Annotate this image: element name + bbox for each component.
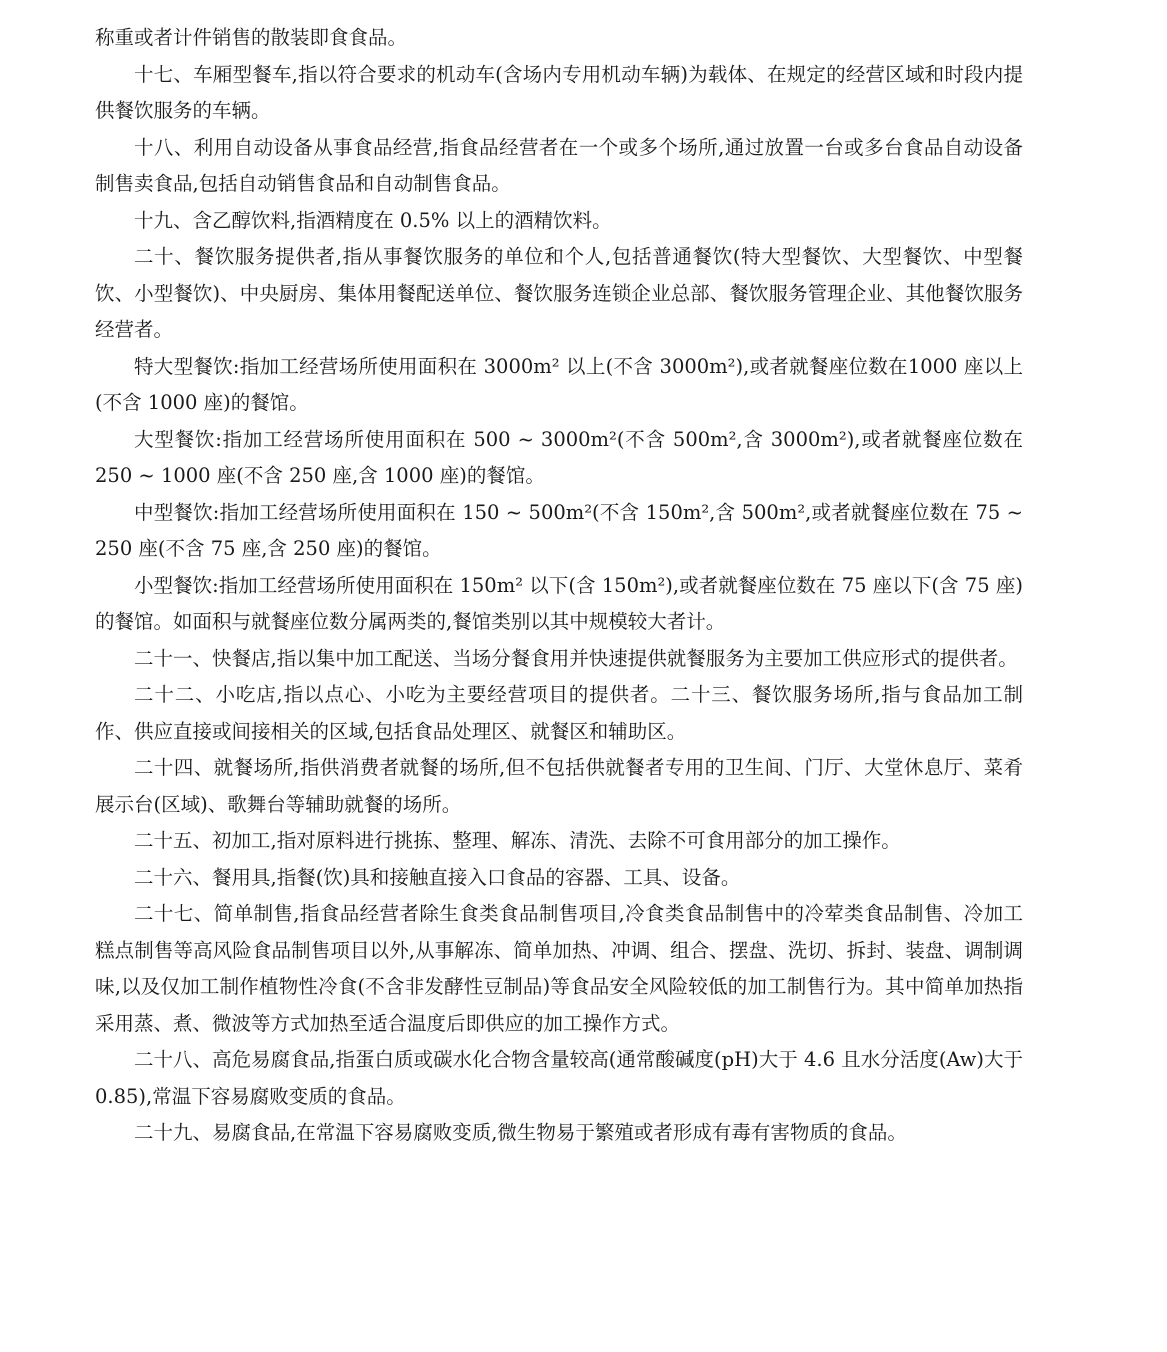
paragraph-8: 中型餐饮:指加工经营场所使用面积在 150 ~ 500m²(不含 150m²,含 500m²,或者就餐座位数在 75 ~ 250 座(不含 75 座,含 250 座)的餐馆。 [95,500,1023,560]
paragraph-17: 二十九、易腐食品,在常温下容易腐败变质,微生物易于繁殖或者形成有毒有害物质的食品。 [134,1121,907,1144]
paragraph-1: 称重或者计件销售的散装即食食品。 [95,26,408,49]
paragraph-3: 十八、利用自动设备从事食品经营,指食品经营者在一个或多个场所,通过放置一台或多台食品自动设备制售卖食品,包括自动销售食品和自动制售食品。 [95,135,1023,195]
paragraph-2: 十七、车厢型餐车,指以符合要求的机动车(含场内专用机动车辆)为载体、在规定的经营区域和时段内提供餐饮服务的车辆。 [95,62,1023,122]
paragraph-7: 大型餐饮:指加工经营场所使用面积在 500 ~ 3000m²(不含 500m²,含 3000m²),或者就餐座位数在 250 ~ 1000 座(不含 250 座,含 1000 座)的餐馆。 [95,427,1023,487]
paragraph-15: 二十七、简单制售,指食品经营者除生食类食品制售项目,冷食类食品制售中的冷荤类食品制售、冷加工糕点制售等高风险食品制售项目以外,从事解冻、简单加热、冲调、组合、摆盘、洗切、拆封、装盘、调制调味,以及仅加工制作植物性冷食(不含非发酵性豆制品)等食品安全风险较低的加工制售行为。其中简单加热指采用蒸、煮、微波等方式加热至适合温度后即供应的加工操作方式。 [95,902,1023,1035]
paragraph-6: 特大型餐饮:指加工经营场所使用面积在 3000m² 以上(不含 3000m²),或者就餐座位数在1000 座以上(不含 1000 座)的餐馆。 [95,354,1023,414]
paragraph-5: 二十、餐饮服务提供者,指从事餐饮服务的单位和个人,包括普通餐饮(特大型餐饮、大型餐饮、中型餐饮、小型餐饮)、中央厨房、集体用餐配送单位、餐饮服务连锁企业总部、餐饮服务管理企业、其他餐饮服务经营者。 [95,245,1023,341]
paragraph-16: 二十八、高危易腐食品,指蛋白质或碳水化合物含量较高(通常酸碱度(pH)大于 4.6 且水分活度(Aw)大于 0.85),常温下容易腐败变质的食品。 [95,1048,1023,1108]
paragraph-12: 二十四、就餐场所,指供消费者就餐的场所,但不包括供就餐者专用的卫生间、门厅、大堂休息厅、菜肴展示台(区域)、歌舞台等辅助就餐的场所。 [95,756,1023,816]
paragraph-4: 十九、含乙醇饮料,指酒精度在 0.5% 以上的酒精饮料。 [134,208,612,232]
paragraph-9: 小型餐饮:指加工经营场所使用面积在 150m² 以下(含 150m²),或者就餐座位数在 75 座以下(含 75 座)的餐馆。如面积与就餐座位数分属两类的,餐馆类别以其中规模较大者计。 [95,573,1023,633]
paragraph-13: 二十五、初加工,指对原料进行挑拣、整理、解冻、清洗、去除不可食用部分的加工操作。 [134,829,901,852]
paragraph-11: 二十二、小吃店,指以点心、小吃为主要经营项目的提供者。二十三、餐饮服务场所,指与食品加工制作、供应直接或间接相关的区域,包括食品处理区、就餐区和辅助区。 [95,683,1023,743]
paragraph-14: 二十六、餐用具,指餐(饮)具和接触直接入口食品的容器、工具、设备。 [134,865,741,889]
document-body [95,20,1023,1152]
paragraph-10: 二十一、快餐店,指以集中加工配送、当场分餐食用并快速提供就餐服务为主要加工供应形式的提供者。 [134,646,1018,670]
